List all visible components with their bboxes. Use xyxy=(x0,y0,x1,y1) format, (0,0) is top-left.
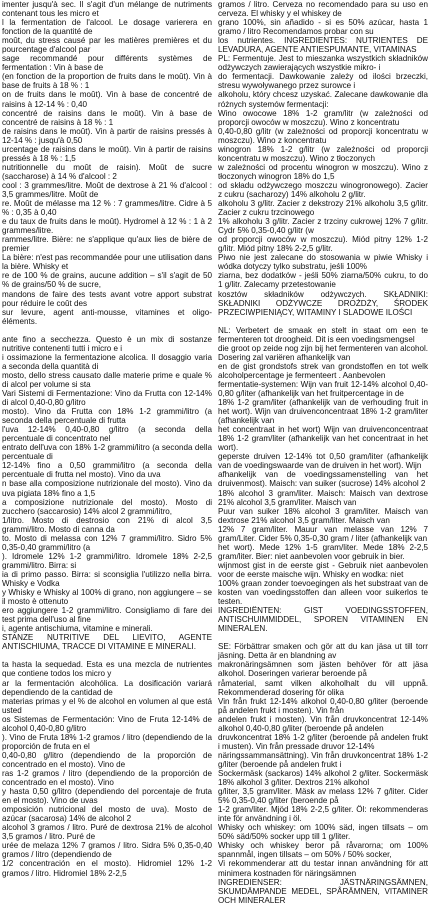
left-text-line: urcentage de raisins dans le moût). Vin à partir de raisins pressés à 18 % : 1,5 xyxy=(2,144,212,163)
right-text-line: INGREDIENSER: JÄSTNÄRINGSÄMNEN, SKUMDÄMPANDE MEDEL, SPÅRÄMNEN, VITAMINER OCH MINERALER xyxy=(218,877,428,905)
right-text-line: råmaterial, samt vilken alkoholhalt du vill uppnå. Rekommenderad dosering för olika xyxy=(218,678,428,697)
left-text-line: n base alla composizione nutrizionale del mosto). Vino da uva pigiata 18% fino a 1,5 xyxy=(2,479,212,498)
right-text-line: kosztów składników odżywczych. SKŁADNIKI: SKŁADNIKI ODŻYWCZE DROŻDŻY, ŚRODEK PRZECIWPIENIĄCY, WITAMINY I SLADOWE ILOŚCI xyxy=(218,289,428,317)
left-text-line: 1/2 concentración en el mosto). Hidromiel 12% 1-2 gramos / litro. Hidromiel 18% 2-2,5 xyxy=(2,859,212,878)
left-text-line: to. Mosto di melassa con 12% 7 grammi/litro. Sidro 5% 0,35-0,40 grammi/litro (a xyxy=(2,533,212,552)
left-text-line: mosto). Vino da Frutta con 18% 1-2 grammi/litro (a seconda della percentuale di frutta xyxy=(2,407,212,426)
left-text-line: omposición nutricional del mosto de uva). Mosto de azúcar (sacarosa) 14% de alcohol 2 xyxy=(2,805,212,824)
right-text-line: INGREDIËNTEN: GIST VOEDINGSSTOFFEN, ANTISCHUIMMIDDEL, SPOREN VITAMINEN EN MINERALEN. xyxy=(218,606,428,634)
left-text-line: rammes/litre. Bière: ne s'applique qu'aux lies de bière de premier xyxy=(2,235,212,254)
right-text-line: wijnmost gist in de eerste gist - Gebruik niet aanbevolen voor de eerste maische wijn. Whisky en wodka: niet xyxy=(218,560,428,579)
left-text-line: STANZE NUTRITIVE DEL LIEVITO, AGENTE ANTISCHIUMA, TRACCE DI VITAMINE E MINERALI. xyxy=(2,633,212,652)
right-text-line: Wino owocowe 18% 1-2 gram/litr (w zależności od proporcji owoców w moszczu). Wino z koncentratu xyxy=(218,108,428,127)
left-text-line: on de fruits dans le moût). Vin à base de concentré de raisins à 12-14 % : 0,40 xyxy=(2,90,212,109)
left-text-line xyxy=(2,326,212,335)
right-text-line: het concentraat in het wort) Wijn van druivenconcentraat 18% 1-2 gram/liter (afhankelijk van het concentraat in het wort). xyxy=(218,425,428,453)
left-text-line: y Whisky e Whisky al 100% di grano, non aggiungere – se il mosto è ottenuto xyxy=(2,588,212,607)
right-text-line: 12% 7 gram/liter. Mauur van melasse van 12% 7 gram/Liter. Cider 5% 0,35-0,30 gram / liter (afhankelijk van xyxy=(218,524,428,543)
left-text-line: entrato dell'uva con 18% 1-2 grammi/litro (a seconda della percentuale di xyxy=(2,443,212,462)
left-text-line: ar la fermentación alcohólica. La dosificación variará dependiendo de la cantidad de xyxy=(2,678,212,697)
right-text-line: Puur van suiker 18% alcohol 3 gram/liter. Maisch van dextrose 21% alcohol 3,5 gram/liter. Maisch van xyxy=(218,506,428,525)
left-text-line: nutritionnelle du moût de raisin). Moût de sucre (saccharose) à 14 % d'alcool : 2 xyxy=(2,162,212,181)
left-text-line: i ossimazione la fermentazione alcolica. Il dosaggio varia a seconda della quantità di xyxy=(2,352,212,371)
left-text-line: concentré de raisins dans le moût). Vin à base de concentré de raisins à 18 % : 1 xyxy=(2,108,212,127)
left-text-line: ras 1-2 gramos / litro (dependiendo de la proporción de concentrado en el mosto). Vino xyxy=(2,768,212,788)
right-text-line: ziarna, bez dodatków - jeśli 50% ziarna/50% cukru, to do 1 g/litr. Zalecamy przetestowanie xyxy=(218,271,428,290)
right-text-line: Vi rekommenderar att du testar innan användning för att minimera kostnaden för näringsämnen xyxy=(218,859,428,878)
left-text-line: l'uva 12-14% 0,40-0,80 g/litro (a seconda della percentuale di concentrato nel xyxy=(2,425,212,444)
left-text-line: moût, du stress causé par les matières premières et du pourcentage d'alcool par xyxy=(2,36,212,55)
right-text-line: Whisky och whiskey beror på råvarorna; om 100% spannmål, ingen tillsats – om 50% / 50% socker, xyxy=(218,841,428,860)
left-text-line: mosto, dello stress causato dalle materie prime e quale % di alcol per volume si sta xyxy=(2,370,212,389)
right-text-line: grano 100%, sin añadido - si es 50% azúcar, hasta 1 gramo / litro Recomendamos probar con su xyxy=(218,18,428,37)
right-text-line: Sockermäsk (sackaros) 14% alkohol 2 g/liter. Sockermäsk 18% alkohol 3 g/liter. Dextros 21% alkohol xyxy=(218,768,428,788)
left-text-line: re de 100 % de grains, aucune addition – s'il s'agit de 50 % de grains/50 % de sucre, xyxy=(2,271,212,290)
right-text-line: Piwo nie jest zalecane do stosowania w piwie Whisky i wódka dotyczy tylko substratu, jeśli 100% xyxy=(218,253,428,272)
left-text-line: de raisins dans le moût). Vin à partir de raisins pressés à 12-14 % : jusqu'à 0,50 xyxy=(2,126,212,145)
right-text-line: en de gist grondstofs strek van grondstoffen en tot welk alcoholpercentage je fermenteert . Aanbevolen xyxy=(218,361,428,380)
right-text-line: 1-2 gram/liter. Mjöd 18% 2-2,5 g/liter. Öl: rekommenderas inte för användning i öl. xyxy=(218,805,428,824)
right-text-line: 18% 1-2 gram/liter (afhankelijk van de verhouding fruit in het wort). Wijn van druivenconcentraat 18% 1-2 gram/liter (afhankelijk van xyxy=(218,398,428,426)
right-text-line: Vin från frukt 12-14% alkohol 0,40-0,80 g/liter (beroende på andelen frukt i mosten). Vin från xyxy=(218,696,428,715)
right-text-line: näringssammansättning). Vin från druvkoncentrat 18% 1-2 g/liter (beroende på andelen frukt i xyxy=(218,750,428,769)
left-text-line: i, agente antischiuma, vitamine e minerali. xyxy=(2,624,153,634)
left-text-line: Vari Sistemi di Fermentazione: Vino da Frutta con 12-14% di alcol 0,40-0,80 g/litro xyxy=(2,389,212,408)
right-text-line: 100% graan zonder toevoegingen als het substraat van de kosten van voedingsstoffen dan alleen voor suikerlos te testen. xyxy=(218,579,428,607)
left-text-line: urée de melaza 12% 7 gramos / litro. Sidra 5% 0,35-0,40 gramos / litro (dependiendo de xyxy=(2,841,212,860)
left-column-text xyxy=(2,0,212,878)
left-text-line: l la fermentation de l'alcool. Le dosage varierera en fonction de la quantité de xyxy=(2,18,212,37)
right-text-line: alkoholu, który chcesz uzyskać. Zalecane dawkowanie dla różnych systemów fermentacji: xyxy=(218,90,428,109)
left-text-line: ero aggiungere 1-2 grammi/litro. Consigliamo di fare dei test prima dell'uso al fine xyxy=(2,606,212,625)
right-text-line: gramos / litro. Cerveza no recomendado para su uso en cerveza. El whisky y el whiskey de xyxy=(218,0,428,19)
left-text-line: ). Idromele 12% 1-2 grammi/litro. Idromele 18% 2-2,5 grammi/litro. Birra: si xyxy=(2,551,212,570)
left-text-line: ). Vino de Fruta 18% 1-2 gramos / litro (dependiendo de la proporción de fruta en el xyxy=(2,732,212,751)
right-text-line: die groot op zeide nog zijn bij het fermenteren van alcohol. Dosering zal variëren afhankelijk van xyxy=(218,343,428,362)
left-text-line: cool : 3 grammes/litre. Moût de dextrose à 21 % d'alcool : 3,5 grammes/litre. Moût de xyxy=(2,180,212,199)
left-text-line: (en fonction de la proportion de fruits dans le moût). Vin à base de fruits à 18 % : 1 xyxy=(2,72,212,91)
right-text-line: los nutrientes. INGREDIENTES: NUTRIENTES DE LEVADURA, AGENTE ANTIESPUMANTE, VITAMINAS xyxy=(218,36,428,55)
right-text-line: SE: Förbättrar smaken och gör att du kan jäsa ut till torr jäsning. Detta är en blandning av xyxy=(218,642,428,661)
left-text-line: e du taux de fruits dans le moût). Hydromel à 12 % : 1 à 2 grammes/litre. xyxy=(2,217,212,236)
left-text-line: 1/litro. Mosto di destrosio con 21% di alcol 3,5 grammi/litro. Mosto di canna da xyxy=(2,515,212,534)
left-text-line: ia di primo passo. Birra: si sconsiglia l'utilizzo nella birra. Whisky e Vodka xyxy=(2,569,212,588)
left-text-line: y hasta 0,50 g/litro (dependiendo del porcentaje de fruta en el mosto). Vino de uvas xyxy=(2,787,212,806)
left-text-line: ante fino a secchezza. Questo è un mix di sostanze nutritive contenenti tutti i micro e i xyxy=(2,334,212,353)
left-text-line: 0,40-0,80 g/litro (dependiendo de la proporción de concentrado en el mosto). Vino de xyxy=(2,750,212,769)
right-text-line: g/liter, 3,5 gram/liter. Mäsk av melass 12% 7 g/liter. Cider 5% 0,35-0,40 g/liter (beroende på xyxy=(218,787,428,806)
right-text-line: od składu odżywczego moszczu winogronowego). Zacier z cukru (sacharozy) 14% alkoholu 2 g/litr. xyxy=(218,180,428,199)
right-text-line: 0,40-0,80 g/litr (w zależności od proporcji koncentratu w moszczu). Wino z koncentratu xyxy=(218,126,428,145)
left-text-line: os Sistemas de Fermentación: Vino de Fruta 12-14% de alcohol 0,40-0,80 g/litro xyxy=(2,714,212,733)
right-text-line: 1% alkoholu 3 g/litr. Zacier z trzciny cukrowej 12% 7 g/litr. Cydr 5% 0,35-0,40 g/litr (w xyxy=(218,217,428,236)
right-text-line: fermentatie-systemen: Wijn van fruit 12-14% alcohol 0,40-0,80 g/liter (afhankelijk van het fruitpercentage in de xyxy=(218,379,428,399)
right-text-line: PL: Fermentuje. Jest to mieszanka wszystkich składników odżywczych zawierających wszystkie mikro- i xyxy=(218,54,428,73)
left-text-line: a composizione nutrizionale del mosto). Mosto di zucchero (saccarosio) 14% alcol 2 grammi/litro, xyxy=(2,497,212,516)
right-text-line xyxy=(218,317,428,326)
right-text-line: andelen frukt i mosten). Vin från druvkoncentrat 12-14% alkohol 0,40-0,80 g/liter (beroende på andelen xyxy=(218,714,428,733)
left-text-line: materias primas y el % de alcohol en volumen al que está usted xyxy=(2,696,212,715)
left-text-line: La bière: n'est pas recommandée pour une utilisation dans la bière. Whisky et xyxy=(2,253,212,272)
left-text-line: imenter jusqu'à sec. Il s'agit d'un mélange de nutriments contenant tous les micro et xyxy=(2,0,212,19)
right-text-line: 18% alcohol 3 gram/liter. Maisch: Maisch van dextrose 21% alcohol 3,5 gram/liter. Maisch van xyxy=(218,488,428,507)
right-text-line: do fermentacji. Dawkowanie zależy od ilości brzeczki, stresu wywoływanego przez surowce i xyxy=(218,72,428,91)
right-text-line: druvkoncentrat 18% 1-2 g/liter (beroende på andelen frukt i musten). Vin från pressade druvor 12-14% xyxy=(218,732,428,751)
right-text-line: NL: Verbetert de smaak en stelt in staat om een te fermenteren tot droogheid. Dit is een voedingsmengsel xyxy=(218,325,428,344)
right-text-line: winogron 18% 1-2 g/litr (w zależności od proporcji koncentratu w moszczu). Wino z tłoczonych xyxy=(218,144,428,163)
right-text-line xyxy=(218,633,428,642)
right-text-line: geperste druiven 12-14% tot 0,50 gram/liter (afhankelijk van de voedingswaarde van de druiven in het wort). Wijn xyxy=(218,452,428,471)
left-text-line: sur levure, agent anti-mousse, vitamines et oligo-éléments. xyxy=(2,307,212,326)
right-text-line: afhankelijk van de voedingssamenstelling van het druivenmost). Maisch: van suiker (sucrose) 14% alcohol 2 xyxy=(218,470,428,489)
right-text-line: het wort). Mede 12% 1-5 gram/liter. Mede 18% 2-2,5 gram/liter. Bier: niet aanbevolen voor gebruik in bier. xyxy=(218,542,428,561)
left-text-line: mandons de faire des tests avant votre apport substrat pour réduire le coût des xyxy=(2,289,212,308)
left-text-line: re. Moût de mélasse ma 12 % : 7 grammes/litre. Cidre à 5 % : 0,35 à 0,40 xyxy=(2,199,212,218)
right-column-text xyxy=(218,0,428,905)
right-text-line: makronäringsämnen som jästen behöver för att jäsa alkohol. Doseringen varierar beroende på xyxy=(218,660,428,679)
right-text-line: od proporcji owoców w moszczu). Miód pitny 12% 1-2 g/litr. Miód pitny 18% 2-2,5 g/litr. xyxy=(218,235,428,254)
right-text-line: alkoholu 3 g/litr. Zacier z dekstrozy 21% alkoholu 3,5 g/litr. Zacier z cukru trzcinowego xyxy=(218,199,428,218)
right-text-line: w zależności od procentu winogron w moszczu). Wino z tłoczonych winogron 18% do 1,5 xyxy=(218,162,428,181)
left-text-line: 12-14% fino a 0,50 grammi/litro (a seconda della percentuale di frutta nel mosto). Vino da uva xyxy=(2,461,212,480)
right-text-line: Whisky och whiskey: om 100% säd, ingen tillsats – om 50% säd/50% socker upp till 1 g/liter. xyxy=(218,823,428,842)
left-text-line: alcohol 3 gramos / litro. Puré de dextrosa 21% de alcohol 3,5 gramos / litro. Puré de xyxy=(2,823,212,842)
left-text-line xyxy=(2,651,212,660)
left-text-line: ta hasta la sequedad. Esta es una mezcla de nutrientes que contiene todos los micro y xyxy=(2,660,212,679)
left-text-line: sage recommandé pour différents systèmes de fermentation : Vin à base de xyxy=(2,54,212,73)
